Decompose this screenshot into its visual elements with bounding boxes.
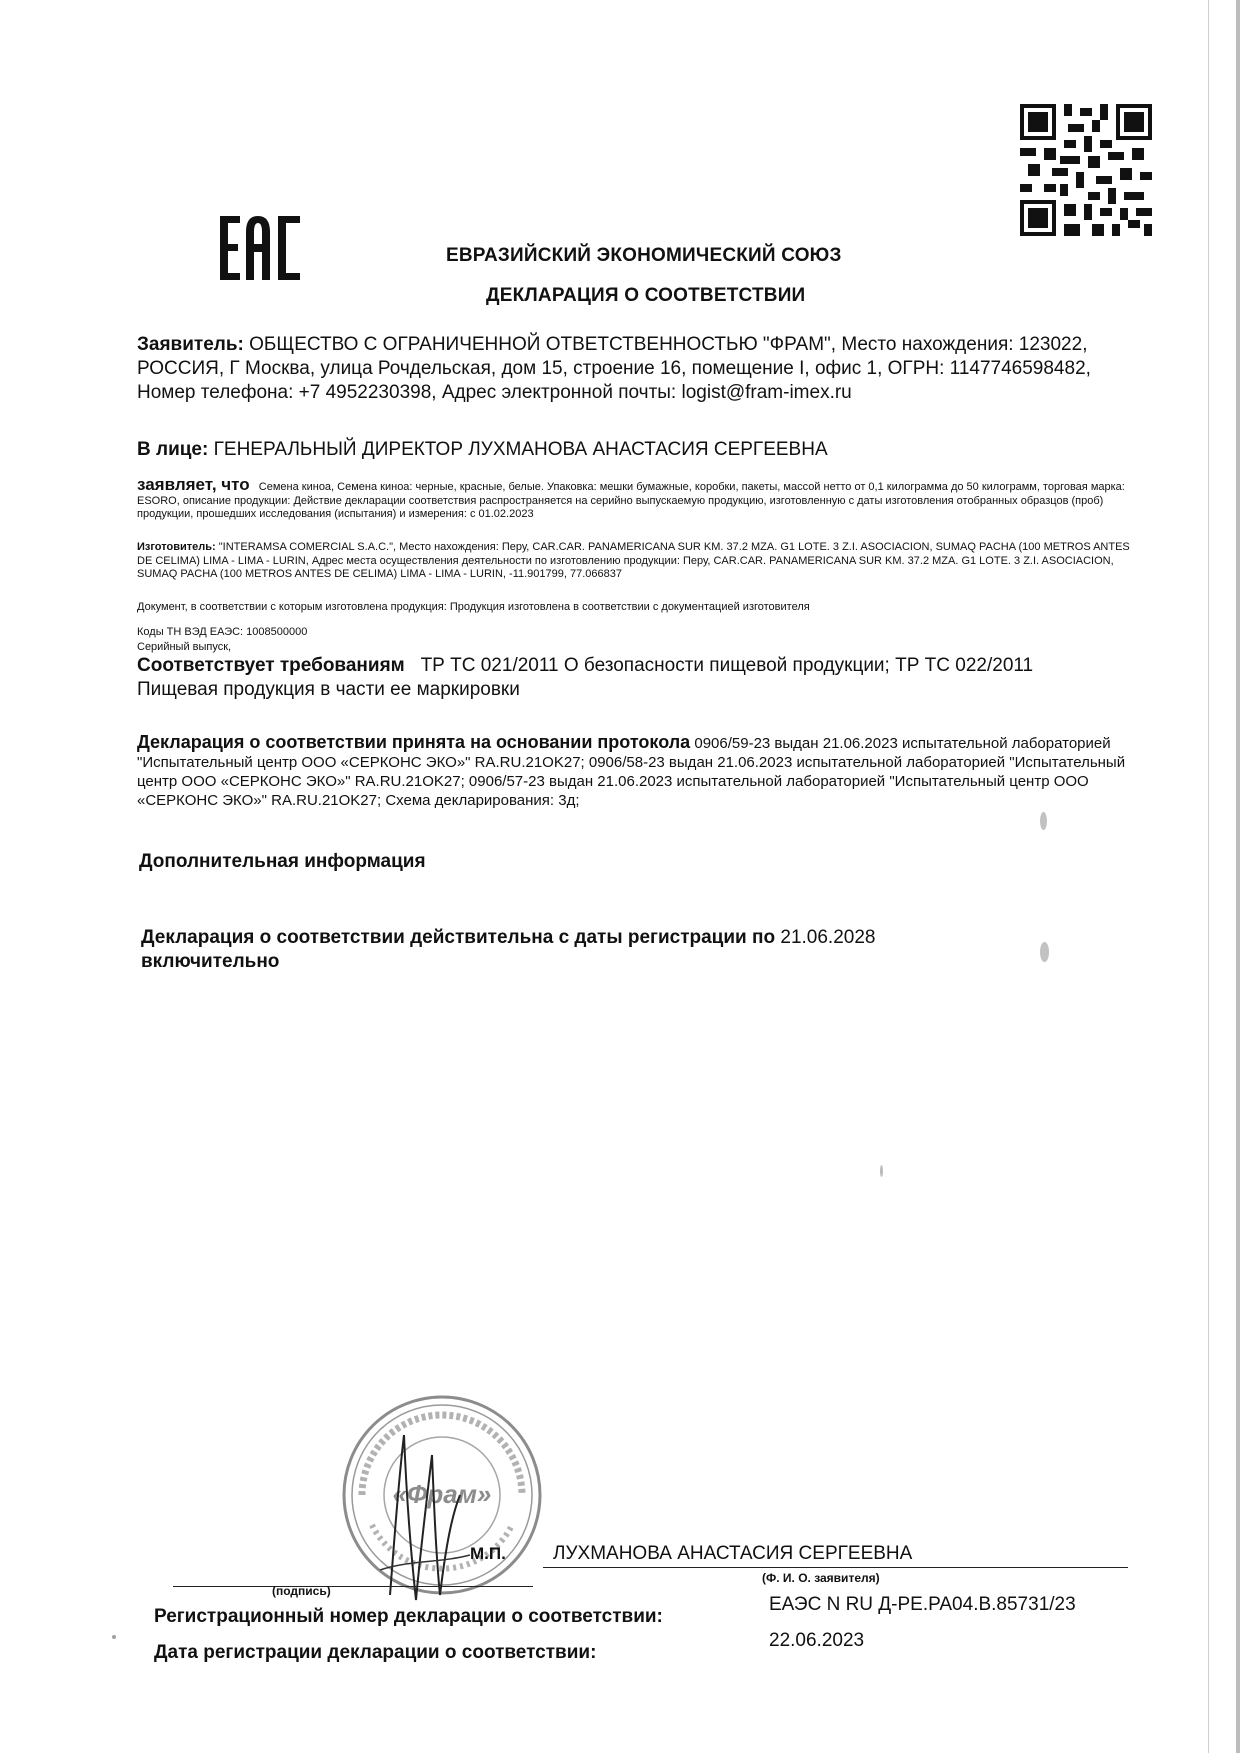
production-document-basis: Документ, в соответствии с которым изготовлена продукция: Продукция изготовлена в соответствии с документацией изготовителя	[137, 601, 810, 613]
applicant-block	[137, 333, 1137, 405]
protocol-basis	[137, 733, 1137, 810]
document-title: ДЕКЛАРАЦИЯ О СООТВЕТСТВИИ	[486, 285, 806, 306]
qr-code-icon	[1020, 104, 1152, 236]
validity-date: 21.06.2028	[780, 927, 876, 948]
declares-label: заявляет, что	[137, 475, 250, 494]
validity-label: Декларация о соответствии действительна с даты регистрации по	[141, 927, 776, 948]
representative-text: ГЕНЕРАЛЬНЫЙ ДИРЕКТОР ЛУХМАНОВА АНАСТАСИЯ СЕРГЕЕВНА	[213, 439, 828, 460]
registration-date: 22.06.2023	[769, 1630, 865, 1651]
customs-codes: Коды ТН ВЭД ЕАЭС: 1008500000	[137, 626, 308, 638]
eac-logo-icon	[218, 212, 304, 284]
manufacturer-text: "INTERAMSA COMERCIAL S.A.C.", Место нахождения: Перу, CAR.CAR. PANAMERICANA SUR KM. 37.2 MZA. G1 LOTE. 3 Z.I. ASOCIACION, SUMAQ PACHA (100 METROS ANTES DE CELIMA) LIMA - LIMA - LURIN, Адрес места осуществления деятельности по изготовлению продукции: Перу, CAR.CAR. PANAMERICANA SUR KM. 37.2 MZA. G1 LOTE. 3 Z.I. ASOCIACION, SUMAQ PACHA (100 METROS ANTES DE CELIMA) LIMA - LIMA - LURIN, -11.901799, 77.066837	[137, 541, 1130, 580]
registration-number: ЕАЭС N RU Д-PE.PA04.B.85731/23	[769, 1594, 1076, 1615]
scan-speck	[1040, 812, 1047, 830]
serial-release: Серийный выпуск,	[137, 641, 232, 653]
declares-block	[137, 475, 1137, 522]
representative-block	[137, 438, 1137, 462]
conformity-requirements	[137, 654, 1097, 702]
signature-caption: (подпись)	[272, 1584, 331, 1598]
additional-info-heading: Дополнительная информация	[139, 851, 426, 872]
name-line	[543, 1567, 1128, 1568]
union-title: ЕВРАЗИЙСКИЙ ЭКОНОМИЧЕСКИЙ СОЮЗ	[446, 245, 842, 266]
applicant-text: ОБЩЕСТВО С ОГРАНИЧЕННОЙ ОТВЕТСТВЕННОСТЬЮ "ФРАМ", Место нахождения: 123022, РОССИЯ, Г Москва, улица Рочдельская, дом 15, строение 16, помещение I, офис 1, ОГРН: 1147746598482, Номер телефона: +7 4952230398, Адрес электронной почты: logist@fram-imex.ru	[137, 334, 1091, 403]
signature-icon	[370, 1395, 510, 1605]
name-caption: (Ф. И. О. заявителя)	[762, 1571, 880, 1585]
signer-name: ЛУХМАНОВА АНАСТАСИЯ СЕРГЕЕВНА	[553, 1543, 913, 1564]
applicant-label: Заявитель:	[137, 334, 244, 355]
validity-statement	[141, 926, 1041, 974]
signature-line	[173, 1586, 533, 1587]
stamp-text: «Фрам»	[392, 1479, 492, 1509]
conformity-label: Соответствует требованиям	[137, 655, 405, 676]
scan-speck	[1040, 942, 1049, 962]
protocol-text: 0906/59-23 выдан 21.06.2023 испытательной лабораторией "Испытательный центр ООО «СЕРКОНС ЭКО»" RA.RU.21OK27; 0906/58-23 выдан 21.06.2023 испытательной лабораторией "Испытательный центр ООО «СЕРКОНС ЭКО»" RA.RU.21OK27; 0906/57-23 выдан 21.06.2023 испытательной лабораторией "Испытательный центр ООО «СЕРКОНС ЭКО»" RA.RU.21OK27; Схема декларирования: 3д;	[137, 735, 1126, 809]
manufacturer-block	[137, 541, 1137, 582]
validity-suffix: включительно	[141, 951, 280, 972]
scan-fold-line	[1208, 0, 1209, 1753]
protocol-label: Декларация о соответствии принята на основании протокола	[137, 732, 691, 752]
registration-date-label: Дата регистрации декларации о соответствии:	[154, 1642, 597, 1663]
scan-speck	[112, 1635, 116, 1639]
representative-label: В лице:	[137, 439, 209, 460]
seal-place-label: М.П.	[470, 1544, 506, 1563]
scan-edge	[1236, 0, 1240, 1753]
declares-text: Семена киноа, Семена киноа: черные, красные, белые. Упаковка: мешки бумажные, коробки, пакеты, массой нетто от 0,1 килограмма до 50 килограмм, торговая марка: ESORO, описание продукции: Действие декларации соответствия распространяется на серийно выпускаемую продукцию, изготовленную с даты изготовления отобранных образцов (проб) продукции, прошедших исследования (испытания) и измерения: с 01.02.2023	[137, 481, 1125, 520]
manufacturer-label: Изготовитель:	[137, 541, 216, 553]
scan-speck	[880, 1165, 883, 1177]
registration-number-label: Регистрационный номер декларации о соответствии:	[154, 1606, 663, 1627]
conformity-text: ТР ТС 021/2011 О безопасности пищевой продукции; ТР ТС 022/2011 Пищевая продукция в части ее маркировки	[137, 655, 1034, 700]
